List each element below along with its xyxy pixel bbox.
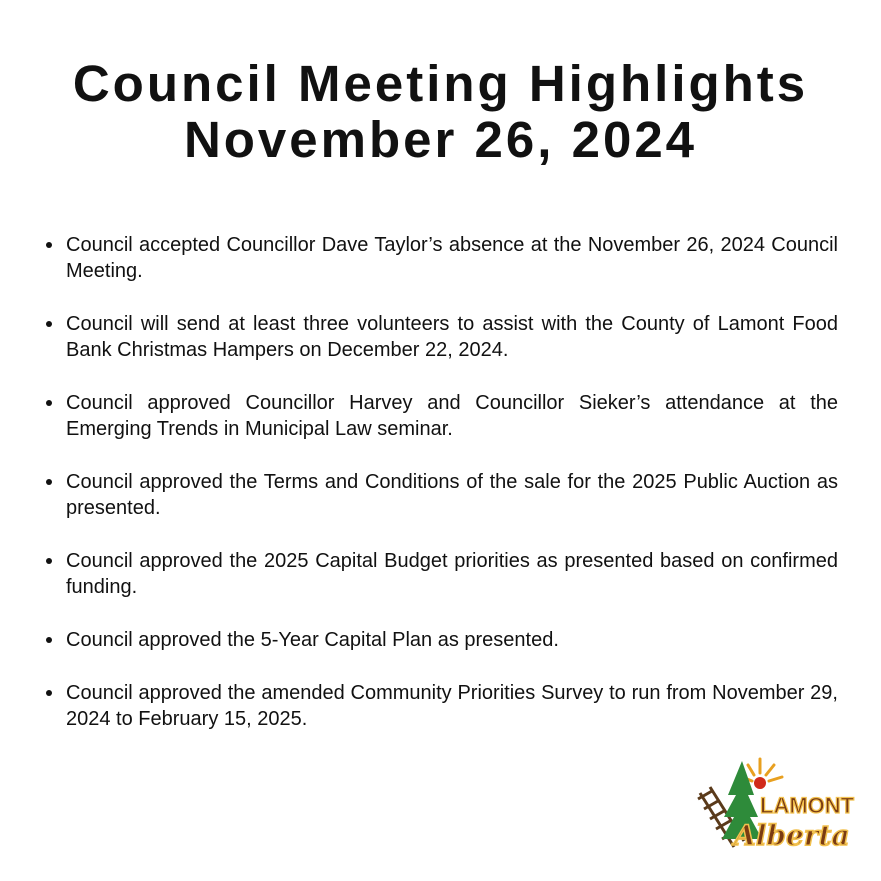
list-item [44, 232, 838, 284]
list-item-text: Council will send at least three volunteers to assist with the County of Lamont Food Bank Christmas Hampers on December 22, 2024. [66, 313, 838, 361]
bullet-icon [46, 400, 52, 406]
lamont-alberta-logo [694, 755, 864, 855]
logo-text-top: LAMONT [760, 793, 855, 818]
logo-text-bottom: Alberta [734, 819, 850, 852]
list-item-text: Council approved Councillor Harvey and Councillor Sieker’s attendance at the Emerging Trends in Municipal Law seminar. [66, 392, 838, 440]
list-item-text: Council accepted Councillor Dave Taylor’s absence at the November 26, 2024 Council Meeting. [66, 234, 838, 282]
highlights-list [44, 232, 838, 759]
bullet-icon [46, 479, 52, 485]
sun-core-icon [754, 777, 766, 789]
bullet-icon [46, 321, 52, 327]
list-item-text: Council approved the amended Community Priorities Survey to run from November 29, 2024 to February 15, 2025. [66, 682, 838, 730]
list-item [44, 390, 838, 442]
list-item-text: Council approved the Terms and Conditions of the sale for the 2025 Public Auction as presented. [66, 471, 838, 519]
bullet-icon [46, 637, 52, 643]
list-item [44, 548, 838, 600]
page-title [0, 56, 881, 168]
bullet-icon [46, 558, 52, 564]
title-line-1: Council Meeting Highlights [72, 55, 809, 112]
list-item [44, 469, 838, 521]
title-line-2: November 26, 2024 [183, 111, 698, 168]
bullet-icon [46, 242, 52, 248]
bullet-icon [46, 690, 52, 696]
list-item [44, 680, 838, 732]
list-item [44, 627, 838, 653]
list-item [44, 311, 838, 363]
list-item-text: Council approved the 2025 Capital Budget priorities as presented based on confirmed funding. [66, 550, 838, 598]
list-item-text: Council approved the 5-Year Capital Plan as presented. [66, 629, 559, 651]
